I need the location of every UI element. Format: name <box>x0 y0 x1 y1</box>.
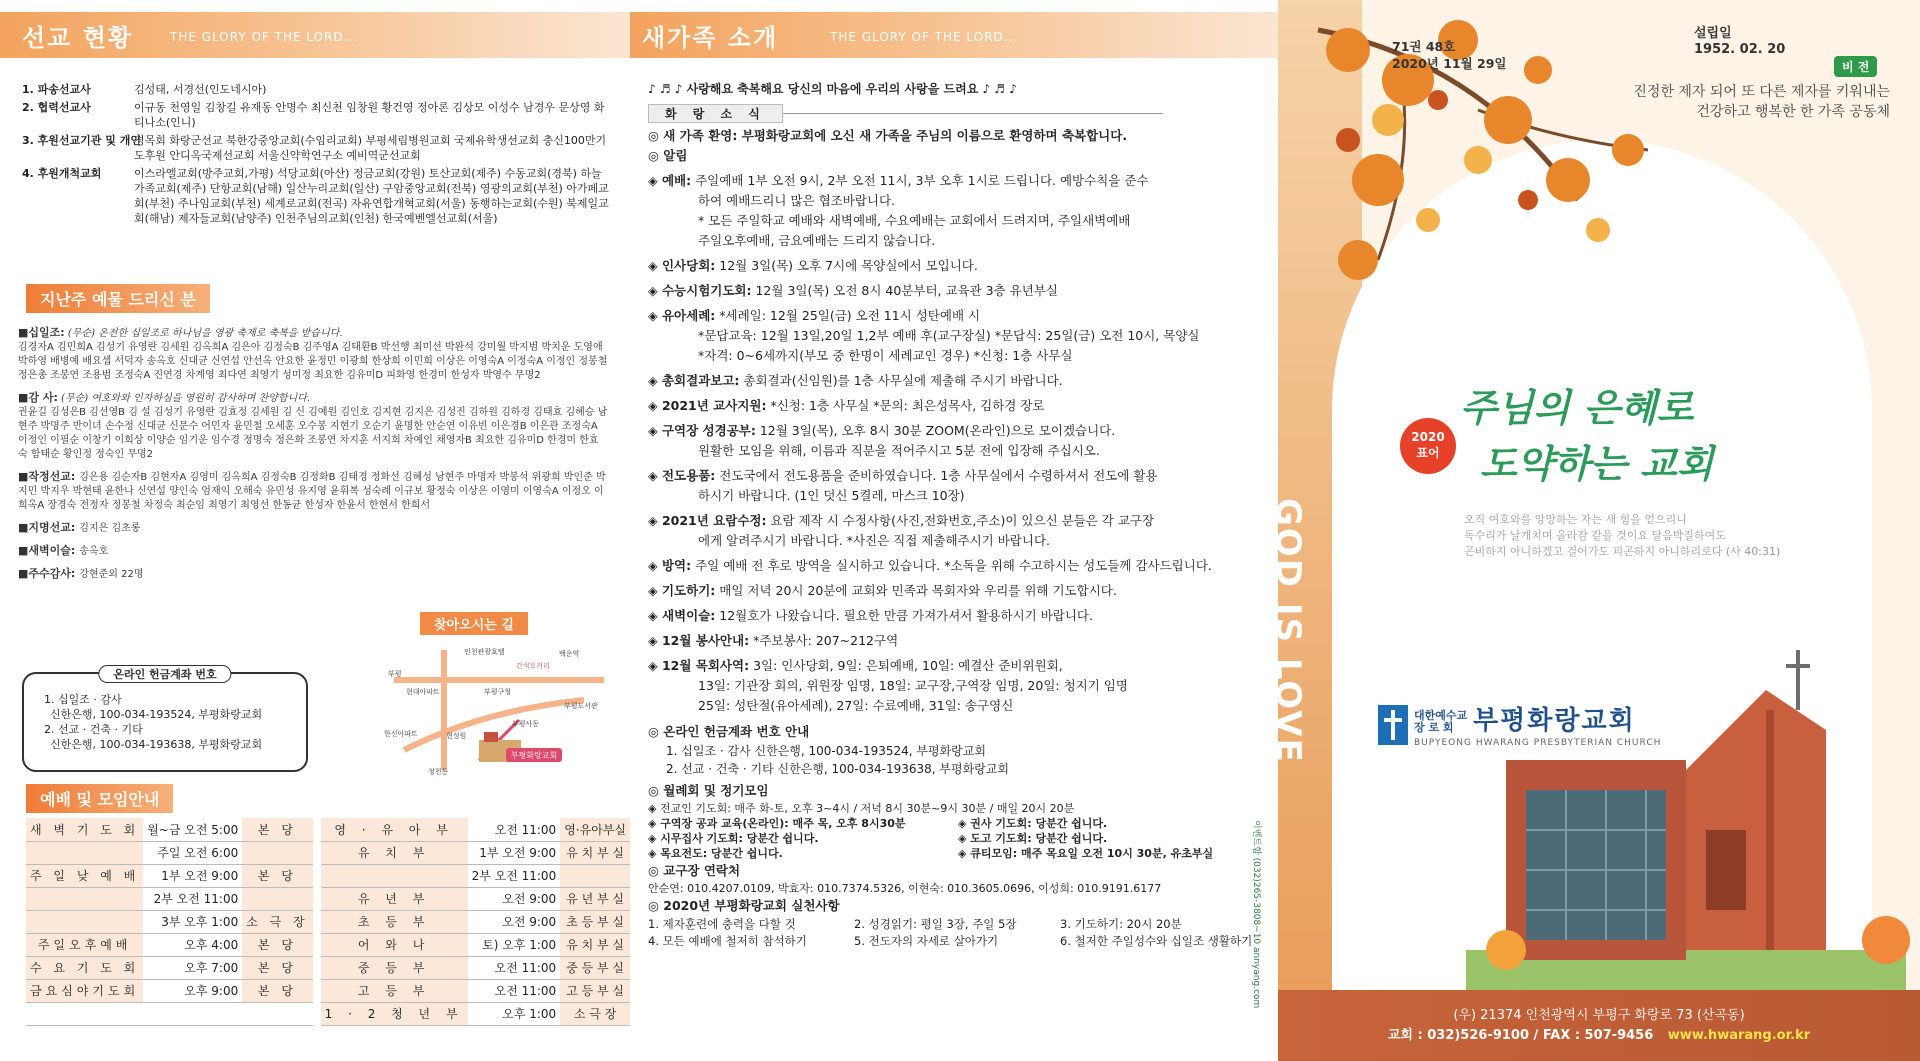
cover-footer <box>1278 990 1920 1061</box>
announcement-item <box>648 211 1268 231</box>
dept-name: 1 · 2 청 년 부 <box>321 1002 468 1025</box>
announcement-item <box>648 171 1268 191</box>
practice-item-6: 6. 철저한 주일성수와 십일조 생활하기 <box>1060 934 1253 948</box>
dept-place: 소 극 장 <box>560 1002 630 1025</box>
gap-cell <box>313 841 321 864</box>
vision-line-1: 진정한 제자 되어 또 다른 제자를 키워내는 <box>1633 84 1890 100</box>
schedule-row <box>26 956 630 979</box>
gap-cell <box>313 1002 321 1025</box>
offer-item <box>18 470 608 513</box>
map-label-library: 부평도서관 <box>564 702 598 710</box>
announcement-value: 하여 예배드리니 많은 협조바랍니다. <box>698 193 896 208</box>
notice-label: ◎ 알림 <box>648 148 688 163</box>
gap-cell <box>313 956 321 979</box>
offer-list <box>18 326 608 590</box>
gap-cell <box>313 887 321 910</box>
location-map <box>384 640 614 780</box>
announcement-item <box>648 631 1268 651</box>
church-contact <box>1278 1024 1920 1043</box>
verse-line-3: 곤비하지 아니하겠고 걸어가도 피곤하지 아니하리로다 (사 40:31) <box>1464 545 1781 558</box>
announcement-value: *문답교육: 12월 13일,20일 1,2부 예배 후(교구장실) *문답식: 25일(금) 오전 10시, 목양실 <box>698 328 1200 343</box>
established-info <box>1694 26 1785 58</box>
church-cross-logo <box>1378 705 1408 745</box>
meeting-item: ◈ 권사 기도회: 당분간 쉽니다. <box>958 817 1108 830</box>
meeting-row <box>648 816 1268 831</box>
vision-line-2: 건강하고 행복한 한 가족 공동체 <box>1696 104 1890 120</box>
announcement-key: ◈ 기도하기: <box>648 583 716 598</box>
schedule-row <box>26 864 630 887</box>
service-name: 주일오후예배 <box>26 933 143 956</box>
dept-name: 고 등 부 <box>321 979 468 1002</box>
meeting-row <box>648 831 1268 846</box>
meeting-item: ◈ 목요전도: 당분간 쉽니다. <box>648 847 783 860</box>
announcement-item <box>648 581 1268 601</box>
service-name <box>26 841 143 864</box>
established-date: 1952. 02. 20 <box>1694 42 1786 57</box>
gap-cell <box>313 979 321 1002</box>
map-label-cheongcheon: 청천동 <box>428 768 449 776</box>
announcement-value: 에게 알려주시기 바랍니다. *사진은 직접 제출해주시기 바랍니다. <box>698 533 1050 548</box>
mission-value: 이스라엘교회(방주교회,가평) 석당교회(아산) 정금교회(강원) 토산교회(제주) 수동교회(경북) 하늘가족교회(제주) 단항교회(남해) 일산누리교회(일산) 구암중앙교회(전북) 영광의교회(부천) 아가페교회(부천) 주나임교회(부천) 세계로교회(전곡) 자유연합개혁교회(서울) 동행하는교회(수원) 북제일교회(해남) 제자들교회(남양주) 인천주님의교회(인천) 한국예벤엘선교회(서울) <box>134 167 609 225</box>
service-place <box>242 841 312 864</box>
announcement-value: 12월 3일(목) 오후 7시에 목양실에서 모입니다. <box>719 258 978 273</box>
dept-name: 초 등 부 <box>321 910 468 933</box>
service-place: 본 당 <box>242 864 312 887</box>
verse-line-1: 오직 여호와를 앙망하는 자는 새 힘을 얻으리니 <box>1464 513 1687 526</box>
map-label-sadong: 부평사동 <box>512 720 540 728</box>
offer-label: ■주수감사: <box>18 567 76 580</box>
denomination-line-2: 장 로 회 <box>1414 721 1454 734</box>
mission-label: 1. 파송선교사 <box>22 83 91 96</box>
gap-cell <box>313 864 321 887</box>
announcement-item <box>648 511 1268 531</box>
announcement-item <box>648 656 1268 676</box>
announcement-value: 3일: 인사당회, 9일: 은퇴예배, 10일: 예결산 준비위원회, <box>753 658 1063 673</box>
meeting-list <box>648 816 1268 861</box>
announcement-value: *신청: 1층 사무실 *문의: 최은성목사, 김하경 장로 <box>770 398 1045 413</box>
meeting-item: ◈ 시무집사 기도회: 당분간 쉽니다. <box>648 832 819 845</box>
announcement-value: 요람 제작 시 수정사항(사진,전화번호,주소)이 있으신 분들은 각 교구장 <box>770 513 1155 528</box>
announcement-key: ◈ 예배: <box>648 173 692 188</box>
dept-time: 1부 오전 9:00 <box>468 841 561 864</box>
welcome-text: ◎ 새 가족 환영: 부평화랑교회에 오신 새 가족을 주님의 이름으로 환영하며 축복합니다. <box>648 128 1128 143</box>
dept-place: 중 등 부 실 <box>560 956 630 979</box>
church-name: 부평화랑교회 <box>1473 706 1636 736</box>
announcement-key: ◈ 전도용품: <box>648 468 716 483</box>
service-time: 3부 오후 1:00 <box>143 910 242 933</box>
mission-label: 2. 협력선교사 <box>22 101 91 114</box>
service-name <box>26 910 143 933</box>
bank-line-4: 신한은행, 100-034-193638, 부평화랑교회 <box>50 738 263 751</box>
practice-title: ◎ 2020년 부평화랑교회 실천사항 <box>648 898 840 913</box>
dept-time: 오전 9:00 <box>468 887 561 910</box>
motto-badge-year: 2020 <box>1411 430 1445 444</box>
vision-badge: 비 전 <box>1834 56 1877 77</box>
meeting-row <box>648 846 1268 861</box>
dept-name: 어 와 나 <box>321 933 468 956</box>
dept-place: 유 치 부 실 <box>560 933 630 956</box>
middle-panel <box>630 0 1278 1061</box>
service-time: 주일 오전 6:00 <box>143 841 242 864</box>
issue-info <box>1392 38 1507 72</box>
contact-title: ◎ 교구장 연락처 <box>648 863 741 878</box>
announcement-value: *주보봉사: 207~212구역 <box>753 633 899 648</box>
mission-label: 4. 후원개척교회 <box>22 167 102 180</box>
bank-line-1: 1. 십일조 · 감사 <box>44 693 122 706</box>
bible-verse <box>1464 512 1780 560</box>
announcement-key: ◈ 구역장 성경공부: <box>648 423 756 438</box>
announcement-value: 12월 3일(목) 오전 8시 40분부터, 교육관 3층 유년부실 <box>755 283 1058 298</box>
announcement-item <box>648 396 1268 416</box>
side-note: 이벤트함 (032)265-3808~10 annyang.com <box>1251 820 1261 1009</box>
announcement-value: 25일: 성탄절(유아세례), 27일: 수료예배, 31일: 송구영신 <box>698 698 1014 713</box>
dept-place: 영·유아부실 <box>560 818 630 841</box>
offer-names: 김경자A 김민희A 김성기 유영란 김세원 김옥희A 김은아 김정숙B 김주영A 김태환B 박선행 최미선 박완석 강미월 박지범 박치운 도영애 박하영 배병예 배요셉 서덕자 송옥호 신대균 신연섭 안선옥 안요한 윤정민 이광희 한상희 이민희 이상은 이영숙A 이정숙A 이정인 정봉철 정은총 조봉연 조용범 조정숙A 진연경 차계영 최다연 최영기 성미정 최요한 김유미D 피화영 한경미 한성자 박영수 무명2 <box>18 342 608 381</box>
announcement-value: 13일: 기관장 회의, 위원장 임명, 18일: 교구장,구역장 임명, 20일: 청지기 임명 <box>698 678 1128 693</box>
service-place: 본 당 <box>242 979 312 1002</box>
dept-name: 중 등 부 <box>321 956 468 979</box>
announcement-item <box>648 191 1268 211</box>
announcement-key: ◈ 12월 목회사역: <box>648 658 750 673</box>
offer-item <box>18 391 608 462</box>
motto-badge <box>1400 418 1456 474</box>
announcement-value: 12월호가 나왔습니다. 필요한 만큼 가져가셔서 활용하시기 바랍니다. <box>719 608 1093 623</box>
service-name: 금요심야기도회 <box>26 979 143 1002</box>
map-label-hanshin: 한신아파트 <box>384 730 418 738</box>
dept-time: 오후 1:00 <box>468 1002 561 1025</box>
announcement-key: ◈ 유아세례: <box>648 308 716 323</box>
practice-row-1 <box>648 916 1268 933</box>
mission-header-title: 선교 현황 <box>22 24 134 52</box>
schedule-row <box>26 818 630 841</box>
announcement-value: * 모든 주일학교 예배와 새벽예배, 수요예배는 교회에서 드려지며, 주일새벽예배 <box>698 213 1131 228</box>
denomination-line-1: 대한예수교 <box>1414 709 1468 722</box>
dept-place: 유 치 부 실 <box>560 841 630 864</box>
motto-line-2: 도약하는 교회 <box>1480 441 1714 486</box>
dept-name: 영 · 유 아 부 <box>321 818 468 841</box>
practice-item-1: 1. 제자훈련에 충력을 다할 것 <box>648 917 796 931</box>
offer-item <box>18 567 608 582</box>
offer-names: 김은용 김순자B 김현자A 김영미 김옥희A 김정숙B 김정화B 김태경 정화선 김혜성 남현주 마명자 박봉석 위광희 박인준 박지민 박지우 박현태 윤한나 신연섭 양인숙 엄재익 오해숙 유민성 유지영 윤휘복 성숙례 이규보 황정숙 이상은 이영미 이영숙A 이정오 이희옥A 장경숙 전정자 정봉철 차정숙 최순임 최영기 최영선 한동균 한성자 한윤서 한현서 한희서 <box>18 472 606 511</box>
map-label-hotel: 인천관광호텔 <box>464 648 505 656</box>
mission-header-bar <box>0 12 630 58</box>
map-label-baegun: 백운역 <box>559 650 580 658</box>
service-time: 오후 4:00 <box>143 933 242 956</box>
map-label-church: 부평화랑교회 <box>510 751 558 760</box>
intro-text: ♪ ♬ ♪ 사랑해요 축복해요 당신의 마음에 우리의 사랑을 드려요 ♪ ♬ ♪ <box>648 82 1017 96</box>
news-title: 화 랑 소 식 <box>648 104 783 123</box>
church-address: (우) 21374 인천광역시 부평구 화랑로 73 (산곡동) <box>1453 1008 1745 1023</box>
announcement-item <box>648 556 1268 576</box>
practice-item-3: 3. 기도하기: 20시 20분 <box>1060 917 1182 931</box>
announcement-key: ◈ 총회결과보고: <box>648 373 740 388</box>
map-title: 찾아오시는 길 <box>420 612 528 635</box>
announcement-key: ◈ 방역: <box>648 558 692 573</box>
vision-text <box>1633 82 1890 122</box>
newcomer-header-bar <box>630 12 1278 58</box>
meeting-line-1: ◈ 전교인 기도회: 매주 화-토, 오후 3~4시 / 저녁 8시 30분~9시 30분 / 매일 20시 20분 <box>648 802 1075 815</box>
offer-label: ■감 사: <box>18 391 58 404</box>
mission-row <box>22 100 612 130</box>
schedule-row <box>26 910 630 933</box>
offer-item <box>18 326 608 383</box>
offer-names: 김지은 김초롱 <box>79 523 141 534</box>
announcement-value: 하시기 바랍니다. (1인 덧신 5켤레, 마스크 10장) <box>698 488 965 503</box>
schedule-row <box>26 979 630 1002</box>
schedule-row <box>26 887 630 910</box>
announcement-value: 주일 예배 전 후로 방역을 실시하고 있습니다. *소독을 위해 수고하시는 성도들께 감사드립니다. <box>695 558 1212 573</box>
service-name: 수 요 기 도 회 <box>26 956 143 979</box>
service-name <box>26 887 143 910</box>
schedule-row <box>26 1002 630 1025</box>
announcement-value: 원활한 모임을 위해, 이름과 직분을 적어주시고 5분 전에 입장해 주십시오. <box>698 443 1100 458</box>
gap-cell <box>313 818 321 841</box>
announcement-item <box>648 306 1268 326</box>
service-place: 소 극 장 <box>242 910 312 933</box>
offer-label: ■새벽이슬: <box>18 544 76 557</box>
announcement-value: *세례일: 12월 25일(금) 오전 11시 성탄예배 시 <box>719 308 981 323</box>
offer-note: (무순) 온전한 십일조로 하나님을 영광 축제로 축복을 받습니다. <box>67 328 343 339</box>
meeting-item: ◈ 큐티모임: 매주 목요일 오전 10시 30분, 유초부실 <box>958 847 1214 860</box>
mission-value: 이규동 천영일 김창길 유재동 안명수 최신천 임창원 황건영 정아론 김상모 이성수 남경우 문상영 화티나소(인니) <box>134 101 605 129</box>
announcement-item <box>648 256 1268 276</box>
motto-badge-label: 표어 <box>1416 446 1440 460</box>
contact-text: 안순연: 010.4207.0109, 박효자: 010.7374.5326, 이현숙: 010.3605.0696, 이성희: 010.9191.6177 <box>648 882 1162 895</box>
announcement-item <box>648 281 1268 301</box>
practice-item-4: 4. 모든 예배에 철저히 참석하기 <box>648 934 807 948</box>
announcement-item <box>648 326 1268 346</box>
dept-place: 고 등 부 실 <box>560 979 630 1002</box>
announcement-item <box>648 696 1268 716</box>
left-panel <box>0 0 630 1061</box>
service-name: 새 벽 기 도 회 <box>26 818 143 841</box>
motto-text <box>1460 380 1713 492</box>
offer-names: 권윤길 김성은B 김선영B 김 설 김성기 유영란 김효정 김세원 김 신 김예원 김인호 김지현 김지은 김성진 김하원 김하경 김태효 김혜승 남현주 박명주 반이녀 손수정 신대균 신문수 어민자 윤민철 오세훈 오수봉 지현기 오순기 윤명한 안순연 이유빈 이은경B 이은관 조정숙A 이정인 이필순 이창기 이희상 이양순 임기운 임수경 정명숙 정은화 조봉연 차지훈 서지희 차예인 채영자B 최요한 김유미D 한경미 한효숙 함태순 황인정 정숙인 무명2 <box>18 407 608 460</box>
service-name: 주 일 낮 예 배 <box>26 864 143 887</box>
issue-volume: 71권 48호 <box>1392 39 1456 54</box>
map-label-ganseok: 간석오거리 <box>516 662 550 670</box>
mission-row <box>22 133 612 163</box>
service-place: 본 당 <box>242 933 312 956</box>
service-place: 본 당 <box>242 956 312 979</box>
offer-item <box>18 521 608 536</box>
announcement-item <box>648 486 1268 506</box>
bank-info-box <box>22 668 308 772</box>
bank-line-2: 신한은행, 100-034-193524, 부평화랑교회 <box>50 708 263 721</box>
bank-line-3: 2. 선교 · 건축 · 기타 <box>44 723 143 736</box>
announcement-item <box>648 421 1268 441</box>
offer-label: ■십일조: <box>18 326 65 339</box>
gap-cell <box>313 910 321 933</box>
cover-background <box>1251 0 1920 1061</box>
dept-place <box>560 864 630 887</box>
empty-cell <box>143 1002 242 1025</box>
dept-name: 유 년 부 <box>321 887 468 910</box>
online-title: ◎ 온라인 헌금계좌 번호 안내 <box>648 724 810 739</box>
dept-name <box>321 864 468 887</box>
meeting-item: ◈ 도고 기도회: 당분간 쉽니다. <box>958 832 1108 845</box>
empty-cell <box>242 1002 312 1025</box>
church-building-illustration <box>1466 650 1906 990</box>
practice-item-5: 5. 전도자의 자세로 살아가기 <box>854 934 999 948</box>
announcement-item <box>648 231 1268 251</box>
dept-place: 초 등 부 실 <box>560 910 630 933</box>
mission-row <box>22 166 612 226</box>
announcement-item <box>648 441 1268 461</box>
meeting-item: ◈ 구역장 공과 교육(온라인): 매주 목, 오후 8시30분 <box>648 817 906 830</box>
announcement-value: 12월 3일(목), 오후 8시 30분 ZOOM(온라인)으로 모이겠습니다. <box>759 423 1116 438</box>
service-time: 오후 7:00 <box>143 956 242 979</box>
offer-label: ■지명선교: <box>18 521 76 534</box>
dept-time: 토) 오후 1:00 <box>468 933 561 956</box>
map-label-gucheong: 부평구청 <box>484 688 512 696</box>
church-name-english: BUPYEONG HWARANG PRESBYTERIAN CHURCH <box>1414 738 1662 748</box>
newcomer-header-title: 새가족 소개 <box>642 24 779 52</box>
announcement-item <box>648 676 1268 696</box>
service-time: 오후 9:00 <box>143 979 242 1002</box>
motto-line-1: 주님의 은혜로 <box>1460 385 1694 430</box>
announcement-list <box>648 171 1268 716</box>
practice-row-2 <box>648 933 1268 950</box>
offer-names: 강현준외 22명 <box>79 569 144 580</box>
announcement-key: ◈ 인사당회: <box>648 258 716 273</box>
newcomer-header-sub: THE GLORY OF THE LORD... <box>830 30 1019 44</box>
announcement-item <box>648 466 1268 486</box>
dept-time: 2부 오전 11:00 <box>468 864 561 887</box>
announcement-item <box>648 606 1268 626</box>
gap-cell <box>313 933 321 956</box>
mission-value: 김성태, 서경선(인도네시아) <box>134 83 267 96</box>
schedule-row <box>26 933 630 956</box>
service-place <box>242 887 312 910</box>
dept-time: 오전 11:00 <box>468 956 561 979</box>
service-time: 월~금 오전 5:00 <box>143 818 242 841</box>
schedule-header: 예배 및 모임안내 <box>26 784 173 813</box>
god-is-love-text: GOD IS LOVE <box>1268 498 1308 764</box>
empty-cell <box>26 1002 143 1025</box>
mission-row <box>22 82 612 97</box>
bank-info-title: 온라인 헌금계좌 번호 <box>98 665 231 683</box>
dept-place: 유 년 부 실 <box>560 887 630 910</box>
mission-value: 경목회 화랑군선교 북한강중앙교회(수임리교회) 부평세림병원교회 국제유학생선교회 충신100만기도후원 안디옥국제선교회 서울신약학연구소 예비역군선교회 <box>134 134 607 162</box>
announcement-key: ◈ 12월 봉사안내: <box>648 633 750 648</box>
announcement-value: 매일 저녁 20시 20분에 교회와 민족과 목회자와 우리를 위해 기도합시다. <box>719 583 1117 598</box>
established-label: 설립일 <box>1694 26 1732 41</box>
online-line-1: 1. 십일조 · 감사 신한은행, 100-034-193524, 부평화랑교회 <box>666 744 986 758</box>
map-label-hyeonseong: 현성원 <box>446 732 467 740</box>
announcement-key: ◈ 2021년 교사지원: <box>648 398 767 413</box>
mission-label: 3. 후원선교기관 및 개인 <box>22 134 141 147</box>
church-website[interactable]: www.hwarang.or.kr <box>1667 1028 1811 1043</box>
schedule-table <box>26 818 630 1026</box>
service-time: 1부 오전 9:00 <box>143 864 242 887</box>
announcement-value: 총회결과(신임원)를 1층 사무실에 제출해 주시기 바랍니다. <box>743 373 1063 388</box>
service-time: 2부 오전 11:00 <box>143 887 242 910</box>
dept-time: 오전 11:00 <box>468 818 561 841</box>
offer-item <box>18 544 608 559</box>
offer-note: (무순) 여호와와 인자하심을 영원히 감사하며 찬양합니다. <box>61 393 311 404</box>
map-label-bupyeong: 부평 <box>388 670 402 678</box>
announcement-item <box>648 346 1268 366</box>
announcement-item <box>648 531 1268 551</box>
verse-line-2: 독수리가 날개치며 올라감 같을 것이요 달음박질하여도 <box>1464 529 1726 542</box>
announcement-value: 전도국에서 전도용품을 준비하였습니다. 1층 사무실에서 수령하셔서 전도에 활용 <box>719 468 1158 483</box>
cover-panel <box>1251 0 1920 1061</box>
mission-list <box>22 82 612 229</box>
offer-header: 지난주 예물 드리신 분 <box>26 284 210 313</box>
announcement-value: 주일오후예배, 금요예배는 드리지 않습니다. <box>698 233 936 248</box>
announcement-key: ◈ 새벽이슬: <box>648 608 716 623</box>
announcement-value: *자격: 0~6세까지(부모 중 한명이 세례교인 경우) *신청: 1층 사무실 <box>698 348 1073 363</box>
meeting-title: ◎ 월례회 및 정기모임 <box>648 783 769 798</box>
offer-names: 송옥호 <box>79 546 109 557</box>
dept-name: 유 치 부 <box>321 841 468 864</box>
online-line-2: 2. 선교 · 건축 · 기타 신한은행, 100-034-193638, 부평화랑교회 <box>666 762 1009 776</box>
middle-content <box>648 80 1268 950</box>
dept-time: 오전 11:00 <box>468 979 561 1002</box>
schedule-row <box>26 841 630 864</box>
announcement-item <box>648 371 1268 391</box>
map-label-hyundai: 현대아파트 <box>406 688 440 696</box>
announcement-value: 주일예배 1부 오전 9시, 2부 오전 11시, 3부 오후 1시로 드립니다. 예방수칙을 준수 <box>695 173 1149 188</box>
denomination <box>1414 710 1467 734</box>
mission-header-sub: THE GLORY OF THE LORD... <box>170 30 359 44</box>
dept-time: 오전 9:00 <box>468 910 561 933</box>
church-phone: 교회 : 032)526-9100 / FAX : 507-9456 <box>1387 1028 1654 1043</box>
service-place: 본 당 <box>242 818 312 841</box>
issue-date: 2020년 11월 29일 <box>1392 56 1507 71</box>
announcement-key: ◈ 2021년 요람수정: <box>648 513 767 528</box>
practice-item-2: 2. 성경읽기: 평일 3장, 주일 5장 <box>854 917 1017 931</box>
announcement-key: ◈ 수능시험기도회: <box>648 283 752 298</box>
offer-label: ■작정선교: <box>18 470 76 483</box>
